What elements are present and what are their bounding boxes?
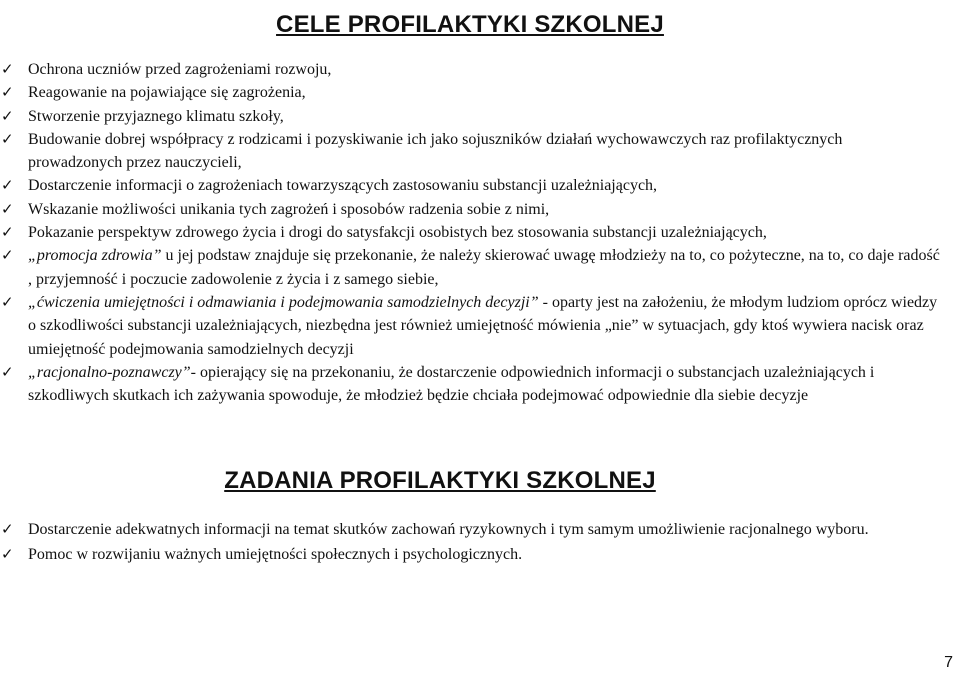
list-item bbox=[0, 105, 940, 128]
checkmark-icon: ✓ bbox=[1, 129, 14, 148]
item-text: Reagowanie na pojawiające się zagrożenia, bbox=[28, 84, 306, 102]
item-text: - opierający się na przekonaniu, że dostarczenie odpowiednich informacji o substancjach uzależniających i szkodliwych skutkach ich zażywania spowoduje, że młodzież będzie chciała podejmować odpowiednie dla siebie decyzje bbox=[28, 363, 875, 405]
checkmark-icon: ✓ bbox=[1, 223, 14, 242]
checkmark-icon: ✓ bbox=[1, 362, 14, 381]
item-text: Pomoc w rozwijaniu ważnych umiejętności społecznych i psychologicznych. bbox=[28, 546, 523, 563]
checkmark-icon: ✓ bbox=[1, 246, 14, 265]
checkmark-icon: ✓ bbox=[1, 545, 14, 563]
item-text: Dostarczenie informacji o zagrożeniach towarzyszących zastosowaniu substancji uzależniających, bbox=[28, 177, 658, 195]
item-emphasis: „racjonalno-poznawczy” bbox=[28, 363, 191, 381]
item-text: Pokazanie perspektyw zdrowego życia i drogi do satysfakcji osobistych bez stosowania substancji uzależniających, bbox=[28, 224, 767, 242]
checkmark-icon: ✓ bbox=[1, 60, 14, 78]
list-item bbox=[0, 174, 940, 197]
item-emphasis: „promocja zdrowia” bbox=[28, 247, 162, 265]
list-item bbox=[0, 81, 940, 104]
checkmark-icon: ✓ bbox=[1, 199, 14, 218]
checkmark-icon: ✓ bbox=[1, 292, 14, 311]
checkmark-icon: ✓ bbox=[1, 176, 14, 195]
item-text: Wskazanie możliwości unikania tych zagrożeń i sposobów radzenia sobie z nimi, bbox=[28, 200, 550, 218]
list-item bbox=[0, 198, 940, 221]
checkmark-icon: ✓ bbox=[1, 83, 14, 102]
page-number: 7 bbox=[944, 654, 953, 671]
goals-heading: CELE PROFILAKTYKI SZKOLNEJ bbox=[276, 11, 664, 39]
list-item bbox=[0, 221, 940, 244]
tasks-list bbox=[0, 517, 940, 567]
item-text: Dostarczenie adekwatnych informacji na temat skutków zachowań ryzykownych i tym samym umożliwienie racjonalnego wyboru. bbox=[28, 521, 869, 538]
list-item bbox=[0, 58, 940, 81]
list-item bbox=[0, 128, 940, 175]
item-text: Stworzenie przyjaznego klimatu szkoły, bbox=[28, 107, 284, 125]
list-item bbox=[0, 517, 940, 542]
checkmark-icon: ✓ bbox=[1, 520, 14, 538]
tasks-heading: ZADANIA PROFILAKTYKI SZKOLNEJ bbox=[224, 466, 656, 494]
list-item bbox=[0, 542, 940, 567]
list-item bbox=[0, 244, 940, 291]
list-item bbox=[0, 361, 940, 408]
item-text: - oparty jest na założeniu, że młodym ludziom oprócz wiedzy o szkodliwości substancji uzależniających, niezbędna jest również umiejętność mówienia „nie” w sytuacjach, gdy ktoś wywiera nacisk oraz umiejętność podejmowania samodzielnych decyzji bbox=[28, 293, 938, 358]
goals-list bbox=[0, 58, 940, 407]
checkmark-icon: ✓ bbox=[1, 106, 14, 125]
list-item bbox=[0, 291, 940, 361]
item-text: Budowanie dobrej współpracy z rodzicami i pozyskiwanie ich jako sojuszników działań wychowawczych raz profilaktycznych prowadzonych przez nauczycieli, bbox=[28, 130, 843, 172]
item-text: Ochrona uczniów przed zagrożeniami rozwoju, bbox=[28, 61, 332, 78]
item-emphasis: „ćwiczenia umiejętności i odmawiania i podejmowania samodzielnych decyzji” bbox=[28, 293, 539, 311]
item-text: u jej podstaw znajduje się przekonanie, że należy skierować uwagę młodzieży na to, co pożyteczne, na to, co daje radość , przyjemność i poczucie zadowolenie z życia i z samego siebie, bbox=[28, 247, 940, 288]
